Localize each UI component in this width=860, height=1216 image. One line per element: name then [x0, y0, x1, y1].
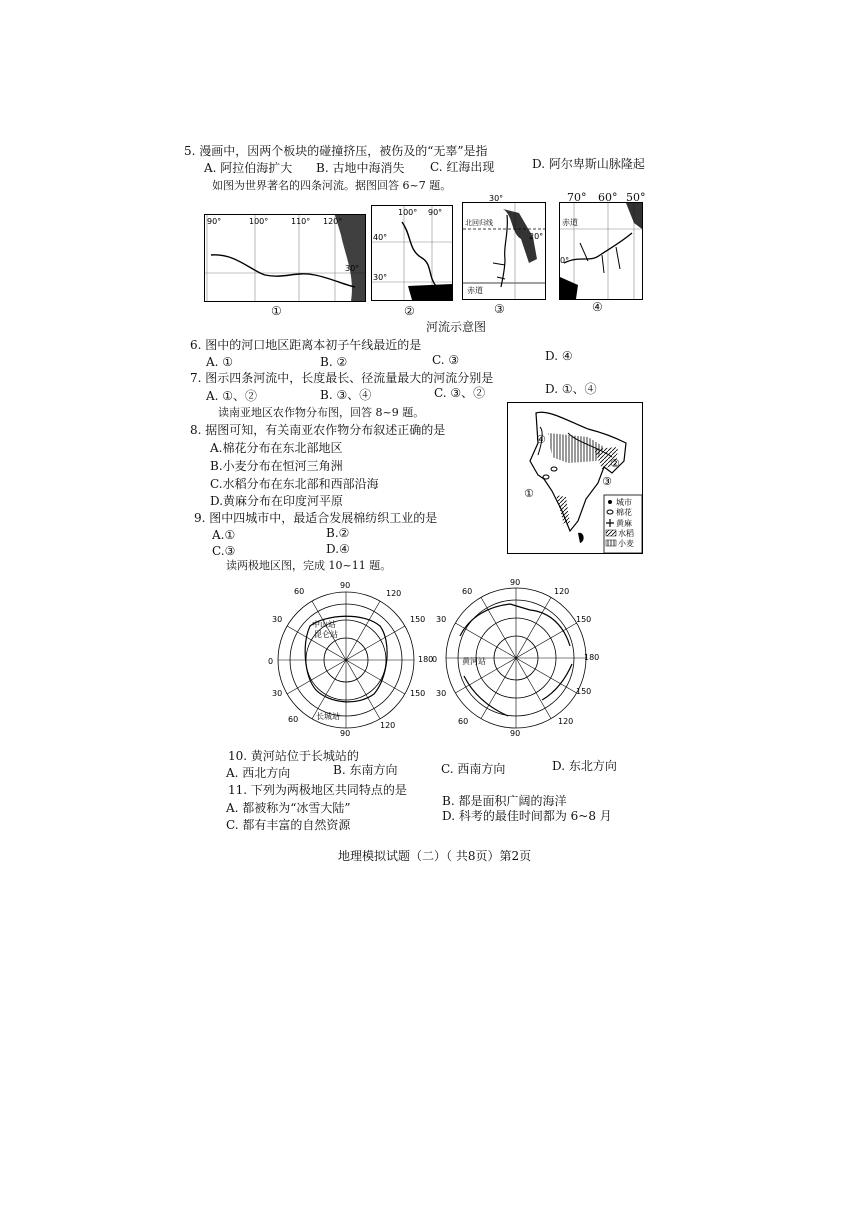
q8-option-c: C.水稻分布在东北部和西部沿海 — [210, 477, 379, 491]
meridian-line — [516, 597, 551, 658]
map1-lon-100: 100° — [249, 217, 269, 226]
q8-stem: 8. 据图可知，有关南亚农作物分布叙述正确的是 — [190, 423, 446, 437]
river-label-3: ③ — [494, 302, 505, 316]
svg-text:150: 150 — [576, 687, 592, 696]
q5-option-a: A. 阿拉伯海扩大 — [204, 161, 293, 175]
svg-text:60: 60 — [462, 587, 473, 596]
map4-lon-50: 50° — [626, 191, 646, 204]
map4-lon-60: 60° — [598, 191, 618, 204]
q10-option-d: D. 东北方向 — [552, 759, 617, 773]
intro-6-7: 如图为世界著名的四条河流。据图回答 6~7 题。 — [212, 179, 452, 192]
q11-option-d: D. 科考的最佳时间都为 6~8 月 — [442, 809, 612, 823]
q7-option-a: A. ①、② — [206, 389, 258, 403]
q8-option-b: B.小麦分布在恒河三角洲 — [210, 459, 343, 473]
map1-lat-30: 30° — [345, 264, 360, 273]
q9-option-b: B.② — [326, 526, 350, 540]
map4-lat-0: 0° — [560, 256, 570, 265]
map3-lon-30: 30° — [489, 194, 504, 203]
q5-option-c: C. 红海出现 — [430, 160, 495, 174]
q11-option-a: A. 都被称为“冰雪大陆” — [226, 801, 351, 815]
q10-option-b: B. 东南方向 — [333, 763, 398, 777]
map3-equator-label: 赤道 — [467, 286, 483, 295]
q7-option-d: D. ①、④ — [545, 382, 597, 396]
meridian-line — [516, 658, 551, 719]
svg-text:180: 180 — [584, 653, 600, 662]
river-map-1 — [204, 214, 366, 302]
svg-text:150: 150 — [410, 689, 426, 698]
svg-text:60: 60 — [294, 587, 305, 596]
svg-text:0: 0 — [268, 657, 274, 666]
river-map-3 — [462, 194, 546, 300]
legend-wheat: 小麦 — [618, 539, 634, 548]
q6-option-c: C. ③ — [432, 353, 460, 367]
page-footer: 地理模拟试题（二）（ 共8页）第2页 — [338, 849, 532, 863]
svg-text:60: 60 — [458, 717, 469, 726]
svg-text:120: 120 — [554, 587, 570, 596]
svg-text:120: 120 — [558, 717, 574, 726]
q11-option-c: C. 都有丰富的自然资源 — [226, 818, 351, 832]
river-figure-caption: 河流示意图 — [426, 320, 487, 334]
svg-text:90: 90 — [340, 581, 351, 590]
q7-option-c: C. ③、② — [434, 386, 486, 400]
svg-text:150: 150 — [576, 615, 592, 624]
meridian-line — [287, 660, 346, 694]
arctic-polar-map — [430, 576, 600, 738]
svg-text:30: 30 — [272, 615, 283, 624]
intro-10-11: 读两极地区图，完成 10~11 题。 — [226, 559, 392, 572]
q7-stem: 7. 图示四条河流中，长度最长、径流量最大的河流分别是 — [190, 371, 494, 385]
map3-tropic-label: 北回归线 — [465, 219, 493, 227]
svg-text:90: 90 — [340, 729, 351, 738]
river-map-2 — [371, 205, 453, 301]
svg-text:150: 150 — [410, 615, 426, 624]
map1-lon-120: 120° — [323, 217, 343, 226]
legend-city: 城市 — [616, 498, 632, 507]
map2-lon-100: 100° — [398, 208, 418, 217]
q6-option-d: D. ④ — [545, 349, 573, 363]
antarctic-polar-map — [266, 578, 436, 738]
svg-text:90: 90 — [510, 578, 521, 587]
map1-lon-110: 110° — [291, 217, 311, 226]
map2-lat-30: 30° — [373, 273, 388, 282]
map2-lat-40: 40° — [373, 233, 388, 242]
q5-stem: 5. 漫画中，因两个板块的碰撞挤压，被伤及的“无辜”是指 — [184, 144, 488, 158]
meridian-line — [346, 660, 405, 694]
q8-option-a: A.棉花分布在东北部地区 — [210, 441, 343, 455]
legend-cotton: 棉花 — [616, 508, 632, 517]
meridian-line — [481, 658, 516, 719]
svg-text:90: 90 — [510, 729, 521, 738]
meridian-line — [346, 626, 405, 660]
map4-equator-label: 赤道 — [562, 218, 578, 227]
legend-rice: 水稻 — [618, 529, 634, 538]
river-map-4 — [559, 202, 643, 300]
meridian-line — [312, 660, 346, 719]
meridian-line — [346, 660, 380, 719]
svg-text:30: 30 — [436, 689, 447, 698]
q6-option-b: B. ② — [320, 355, 348, 369]
river-label-1: ① — [271, 304, 282, 318]
q9-stem: 9. 图中四城市中，最适合发展棉纺织工业的是 — [194, 511, 438, 525]
q5-option-d: D. 阿尔卑斯山脉隆起 — [532, 157, 645, 171]
q11-stem: 11. 下列为两极地区共同特点的是 — [228, 783, 407, 797]
q6-stem: 6. 图中的河口地区距离本初子午线最近的是 — [190, 338, 422, 352]
legend-jute: 黄麻 — [616, 519, 632, 528]
q6-option-a: A. ① — [206, 355, 234, 369]
q9-option-a: A.① — [212, 528, 236, 542]
q5-option-b: B. 古地中海消失 — [316, 161, 405, 175]
q10-option-c: C. 西南方向 — [441, 762, 506, 776]
intro-8-9: 读南亚地区农作物分布图，回答 8~9 题。 — [218, 406, 425, 419]
q9-option-d: D.④ — [326, 542, 350, 556]
river-label-4: ④ — [592, 300, 603, 314]
station-zhongshan: 中山站 — [312, 620, 336, 629]
svg-text:180: 180 — [418, 655, 434, 664]
map-marker-3: ③ — [602, 475, 612, 488]
station-huanghe: 黄河站 — [462, 657, 486, 666]
station-changcheng: 长城站 — [316, 712, 340, 721]
meridian-line — [346, 601, 380, 660]
map2-lon-90: 90° — [428, 208, 443, 217]
map3-lat-20: 20° — [529, 232, 544, 241]
map-marker-4: ④ — [536, 433, 546, 446]
south-asia-crop-map — [507, 402, 643, 554]
river-label-2: ② — [404, 304, 415, 318]
q10-stem: 10. 黄河站位于长城站的 — [228, 749, 359, 763]
svg-text:120: 120 — [380, 721, 396, 730]
map1-lon-90: 90° — [207, 217, 222, 226]
q8-option-d: D.黄麻分布在印度河平原 — [210, 494, 344, 508]
meridian-line — [516, 658, 577, 693]
svg-text:30: 30 — [272, 689, 283, 698]
q9-option-c: C.③ — [212, 544, 236, 558]
svg-text:60: 60 — [288, 715, 299, 724]
q10-option-a: A. 西北方向 — [226, 766, 291, 780]
q7-option-b: B. ③、④ — [320, 388, 372, 402]
svg-text:120: 120 — [386, 589, 402, 598]
svg-text:30: 30 — [436, 615, 447, 624]
map-marker-1: ① — [524, 487, 534, 500]
map4-lon-70: 70° — [567, 191, 587, 204]
map-marker-2: ② — [610, 457, 620, 470]
q11-option-b: B. 都是面积广阔的海洋 — [442, 794, 567, 808]
svg-text:0: 0 — [432, 655, 438, 664]
station-kunlun: 昆仑站 — [314, 630, 338, 639]
